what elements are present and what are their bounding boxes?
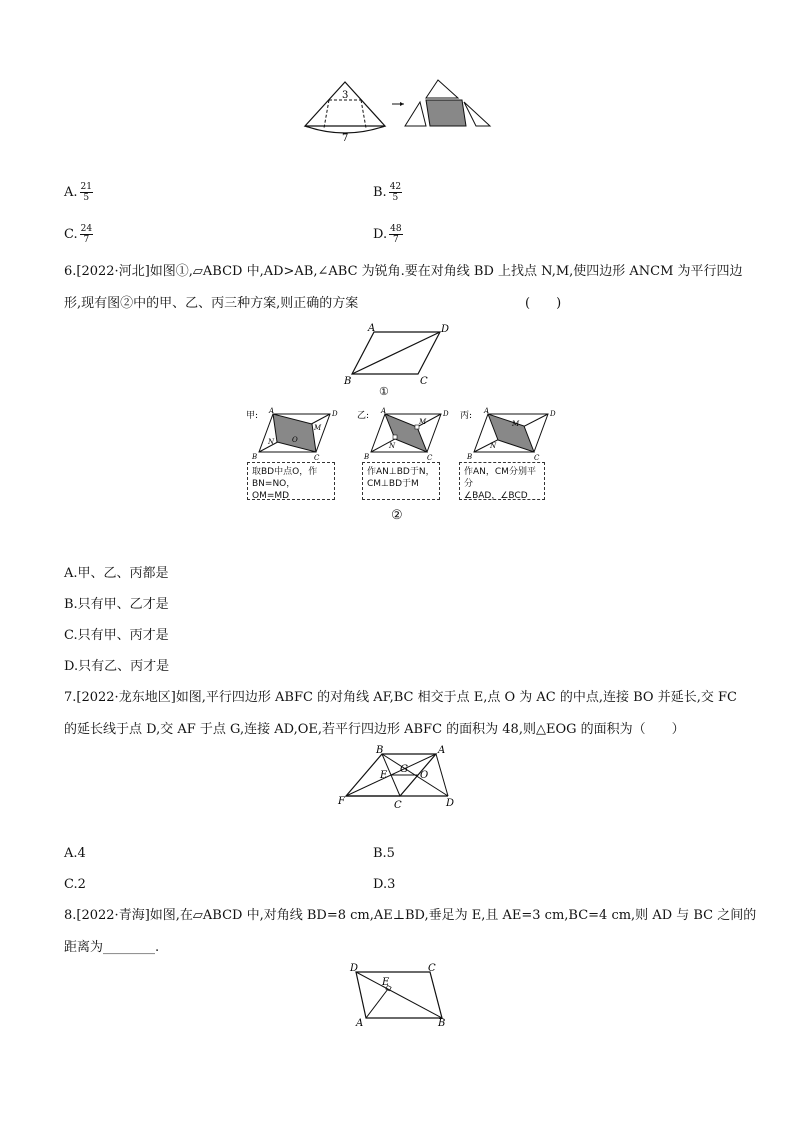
label-3: 3 [342,90,349,101]
svg-text:G: G [400,764,408,775]
svg-text:D: D [441,324,450,335]
svg-text:O: O [420,770,429,781]
q5-option-c[interactable]: C. $\frac{24}{7}$ [64,224,93,245]
svg-text:B: B [376,745,384,756]
svg-text:A: A [368,323,376,334]
q7-option-b[interactable]: B.5 [373,846,395,861]
svg-text:C: C [428,963,436,974]
svg-text:E: E [380,770,388,781]
svg-text:D: D [550,410,556,418]
q5-option-d[interactable]: D. $\frac{48}{7}$ [373,224,402,245]
top-figure [300,78,500,144]
scheme-yi-figure [355,406,455,460]
svg-text:A: A [356,1018,364,1028]
fig1-caption: ① [379,385,389,398]
svg-text:D: D [332,410,338,418]
svg-text:A: A [484,407,490,415]
fig2-caption: ② [391,508,403,523]
scheme-jia-box: 取BD中点O，作 BN=NO，OM=MD [247,462,335,500]
scheme-bing-box: 作AN，CM分别平分 ∠BAD，∠BCD [459,462,545,500]
svg-text:M: M [314,424,322,432]
svg-text:B: B [438,1018,446,1028]
q5-option-a[interactable]: A. $\frac{21}{5}$ [64,182,92,203]
svg-text:M: M [419,418,427,426]
q6-stem-line1: 6.[2022·河北]如图①,▱ABCD 中,AD>AB,∠ABC 为锐角.要在对角线 BD 上找点 N,M,使四边形 ANCM 为平行四边 [64,264,743,279]
svg-text:C: C [534,454,540,460]
svg-text:B: B [364,453,370,460]
svg-text:丙:: 丙: [460,411,473,421]
svg-text:C: C [427,454,433,460]
q7-stem-line2: 的延长线于点 D,交 AF 于点 G,连接 AD,OE,若平行四边形 ABFC 的面积为 48,则△EOG 的面积为（ ） [64,722,685,737]
q5-option-b[interactable]: B. $\frac{42}{5}$ [373,182,402,203]
svg-text:C: C [394,800,402,810]
q6-option-c[interactable]: C.只有甲、丙才是 [64,628,169,643]
q7-option-c[interactable]: C.2 [64,877,86,892]
svg-text:B: B [467,453,473,460]
q7-stem-line1: 7.[2022·龙东地区]如图,平行四边形 ABFC 的对角线 AF,BC 相交于点 E,点 O 为 AC 的中点,连接 BO 并延长,交 FC [64,690,737,705]
svg-text:D: D [350,963,359,974]
scheme-jia-figure [244,406,344,460]
svg-text:F: F [338,796,345,807]
q7-option-a[interactable]: A.4 [64,846,86,861]
q6-answer-paren: ( ) [525,296,562,311]
svg-text:E: E [382,977,390,988]
svg-text:M: M [512,420,520,428]
svg-text:B: B [344,376,352,387]
svg-text:N: N [389,442,396,450]
scheme-yi-box: 作AN⊥BD于N， CM⊥BD于M [362,462,440,500]
q6-option-a[interactable]: A.甲、乙、丙都是 [64,566,169,581]
scheme-bing-figure [458,406,558,460]
label-7: 7 [342,133,349,144]
q6-figure-1 [340,322,460,398]
svg-text:N: N [268,438,275,446]
q6-stem-line2: 形,现有图②中的甲、乙、丙三种方案,则正确的方案 [64,296,359,311]
svg-text:D: D [443,410,449,418]
q8-stem-line1: 8.[2022·青海]如图,在▱ABCD 中,对角线 BD=8 cm,AE⊥BD,垂足为 E,且 AE=3 cm,BC=4 cm,则 AD 与 BC 之间的 [64,908,757,923]
svg-text:A: A [438,745,446,756]
svg-text:C: C [314,454,320,460]
svg-text:O: O [292,436,298,444]
svg-text:A: A [269,407,275,415]
q7-figure [336,744,466,810]
svg-text:B: B [252,453,258,460]
svg-text:N: N [490,442,497,450]
svg-text:甲:: 甲: [246,411,259,421]
q6-option-b[interactable]: B.只有甲、乙才是 [64,597,169,612]
q7-option-d[interactable]: D.3 [373,877,396,892]
svg-text:D: D [446,798,455,809]
q8-stem-line2[interactable]: 距离为________. [64,940,160,955]
q6-option-d[interactable]: D.只有乙、丙才是 [64,659,170,674]
svg-text:乙:: 乙: [357,411,370,421]
q8-figure [346,962,456,1028]
svg-text:A: A [381,407,387,415]
svg-text:C: C [420,376,428,387]
